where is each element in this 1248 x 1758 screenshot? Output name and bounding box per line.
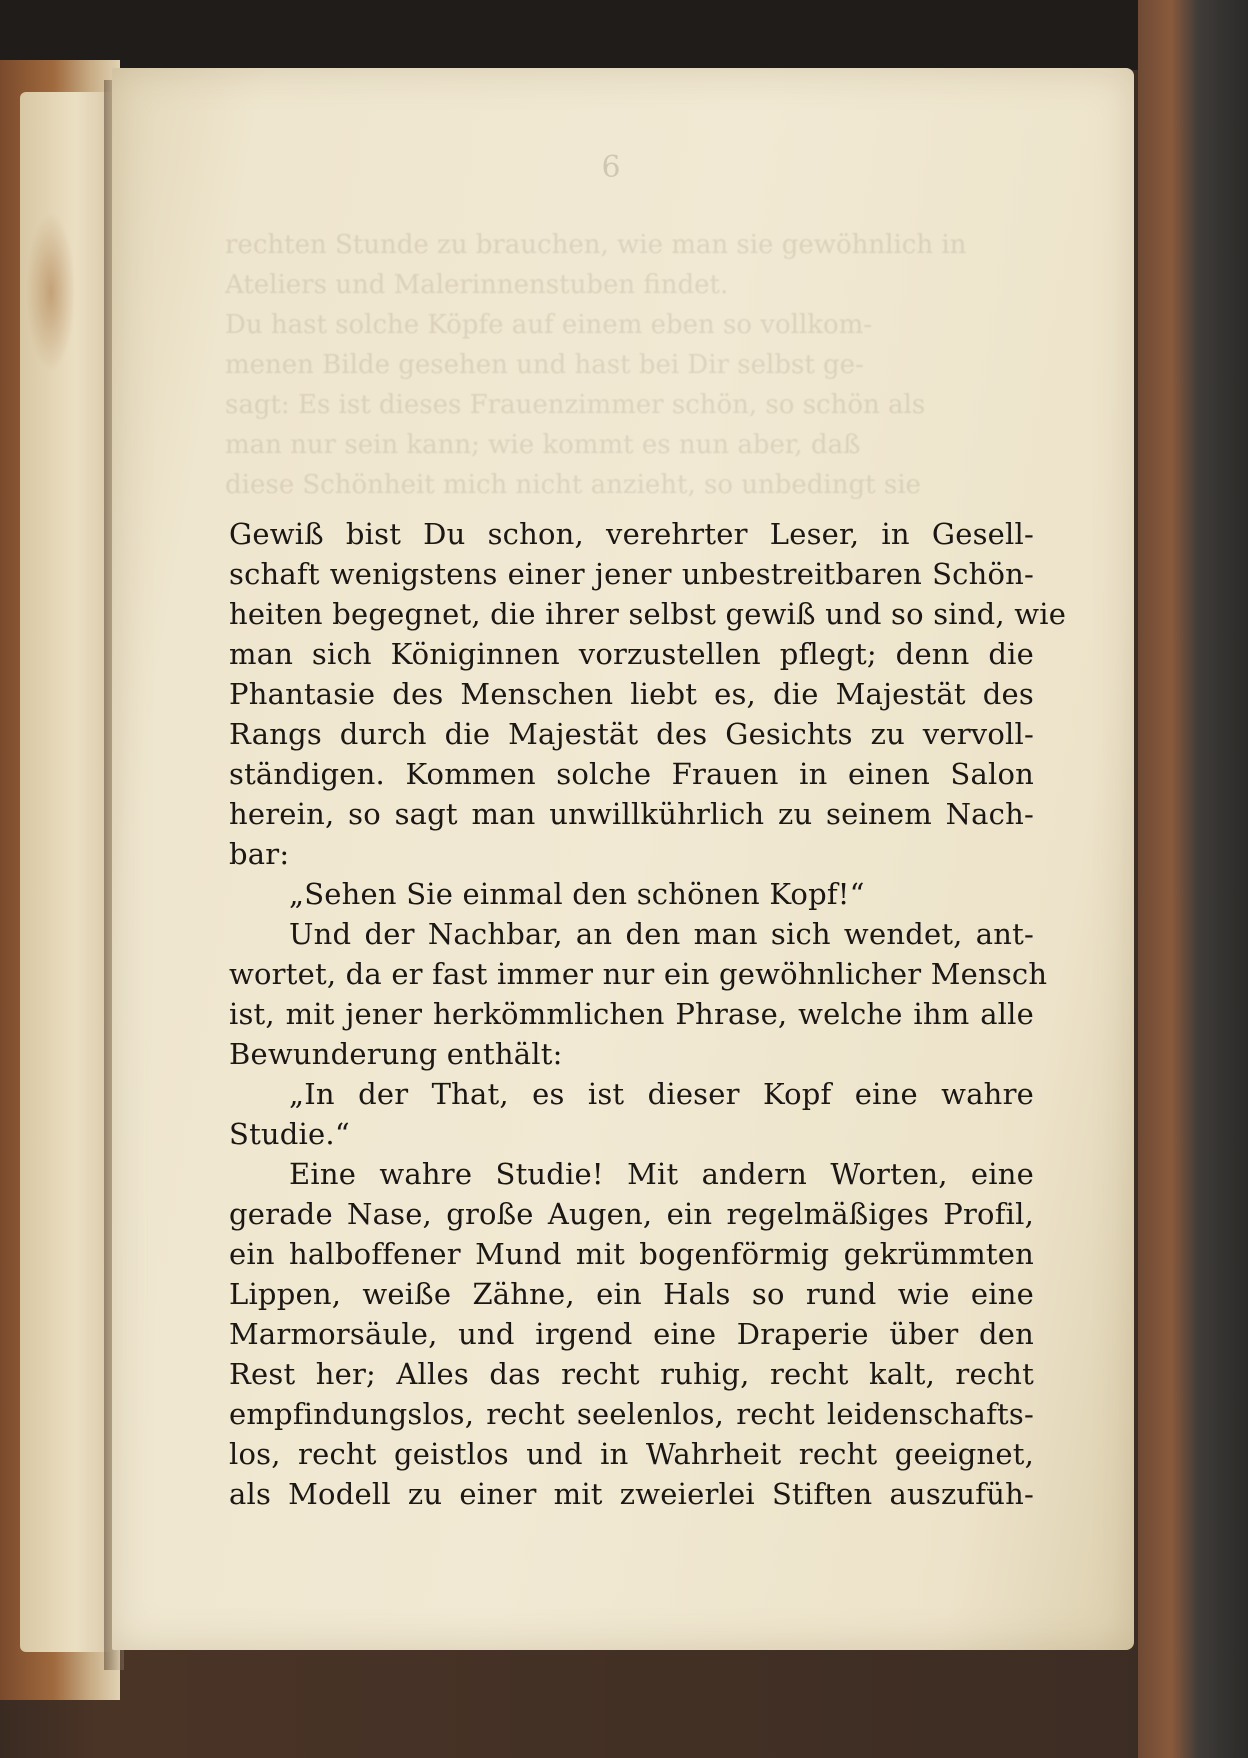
- bleed-through-line: Du hast solche Köpfe auf einem eben so vollkom-: [225, 310, 873, 340]
- paragraph: [229, 1074, 1034, 1154]
- text-line: man sich Königinnen vorzustellen pflegt; denn die: [229, 637, 1034, 671]
- text-line: wortet, da er fast immer nur ein gewöhnlicher Mensch: [229, 957, 1048, 991]
- text-line: Marmorsäule, und irgend eine Draperie über den: [229, 1317, 1034, 1351]
- text-line: gerade Nase, große Augen, ein regelmäßiges Profil,: [229, 1197, 1034, 1231]
- text-line: herein, so sagt man unwillkührlich zu seinem Nach-: [229, 797, 1034, 831]
- paragraph: [229, 1154, 1034, 1514]
- text-line: Lippen, weiße Zähne, ein Hals so rund wie eine: [229, 1277, 1034, 1311]
- bleed-through-text: [225, 225, 1045, 505]
- text-line: Eine wahre Studie! Mit andern Worten, eine: [289, 1157, 1034, 1191]
- text-line: heiten begegnet, die ihrer selbst gewiß und so sind, wie: [229, 597, 1067, 631]
- bleed-through-line: diese Schönheit mich nicht anzieht, so unbedingt sie: [225, 470, 921, 500]
- text-line: Studie.“: [229, 1117, 350, 1151]
- text-line: Bewunderung enthält:: [229, 1037, 563, 1071]
- text-line: als Modell zu einer mit zweierlei Stiften auszufüh-: [229, 1477, 1034, 1511]
- text-line: ist, mit jener herkömmlichen Phrase, welche ihm alle: [229, 997, 1034, 1031]
- text-line: ständigen. Kommen solche Frauen in einen Salon: [229, 757, 1034, 791]
- text-line: ein halboffener Mund mit bogenförmig gekrümmten: [229, 1237, 1034, 1271]
- text-line: „Sehen Sie einmal den schönen Kopf!“: [289, 877, 865, 911]
- paragraph: [229, 874, 1034, 914]
- text-line: Phantasie des Menschen liebt es, die Majestät des: [229, 677, 1034, 711]
- bleed-through-line: menen Bilde gesehen und hast bei Dir selbst ge-: [225, 350, 864, 380]
- bleed-through-line: rechten Stunde zu brauchen, wie man sie gewöhnlich in: [225, 230, 967, 260]
- text-line: Und der Nachbar, an den man sich wendet, ant-: [289, 917, 1034, 951]
- text-line: empfindungslos, recht seelenlos, recht leidenschafts-: [229, 1397, 1034, 1431]
- text-line: „In der That, es ist dieser Kopf eine wahre: [289, 1077, 1034, 1111]
- paragraph: [229, 914, 1048, 1074]
- book-cover-top: [0, 0, 1248, 70]
- paper-stain: [26, 212, 76, 372]
- text-line: Gewiß bist Du schon, verehrter Leser, in Gesell-: [229, 517, 1034, 551]
- bleed-through-line: sagt: Es ist dieses Frauenzimmer schön, so schön als: [225, 390, 926, 420]
- bleed-through-line: man nur sein kann; wie kommt es nun aber, daß: [225, 430, 861, 460]
- text-line: Rangs durch die Majestät des Gesichts zu vervoll-: [229, 717, 1034, 751]
- text-line: los, recht geistlos und in Wahrheit recht geeignet,: [229, 1437, 1034, 1471]
- paragraph: [229, 514, 1067, 874]
- bleed-through-line: Ateliers und Malerinnenstuben findet.: [225, 270, 729, 300]
- left-page-edge: [20, 92, 112, 1652]
- book-cover-right: [1138, 0, 1248, 1758]
- page-body-text: [229, 514, 1067, 1514]
- page-number: 6: [601, 150, 621, 185]
- text-line: schaft wenigstens einer jener unbestreitbaren Schön-: [229, 557, 1034, 591]
- text-line: bar:: [229, 837, 290, 871]
- text-line: Rest her; Alles das recht ruhig, recht kalt, recht: [229, 1357, 1034, 1391]
